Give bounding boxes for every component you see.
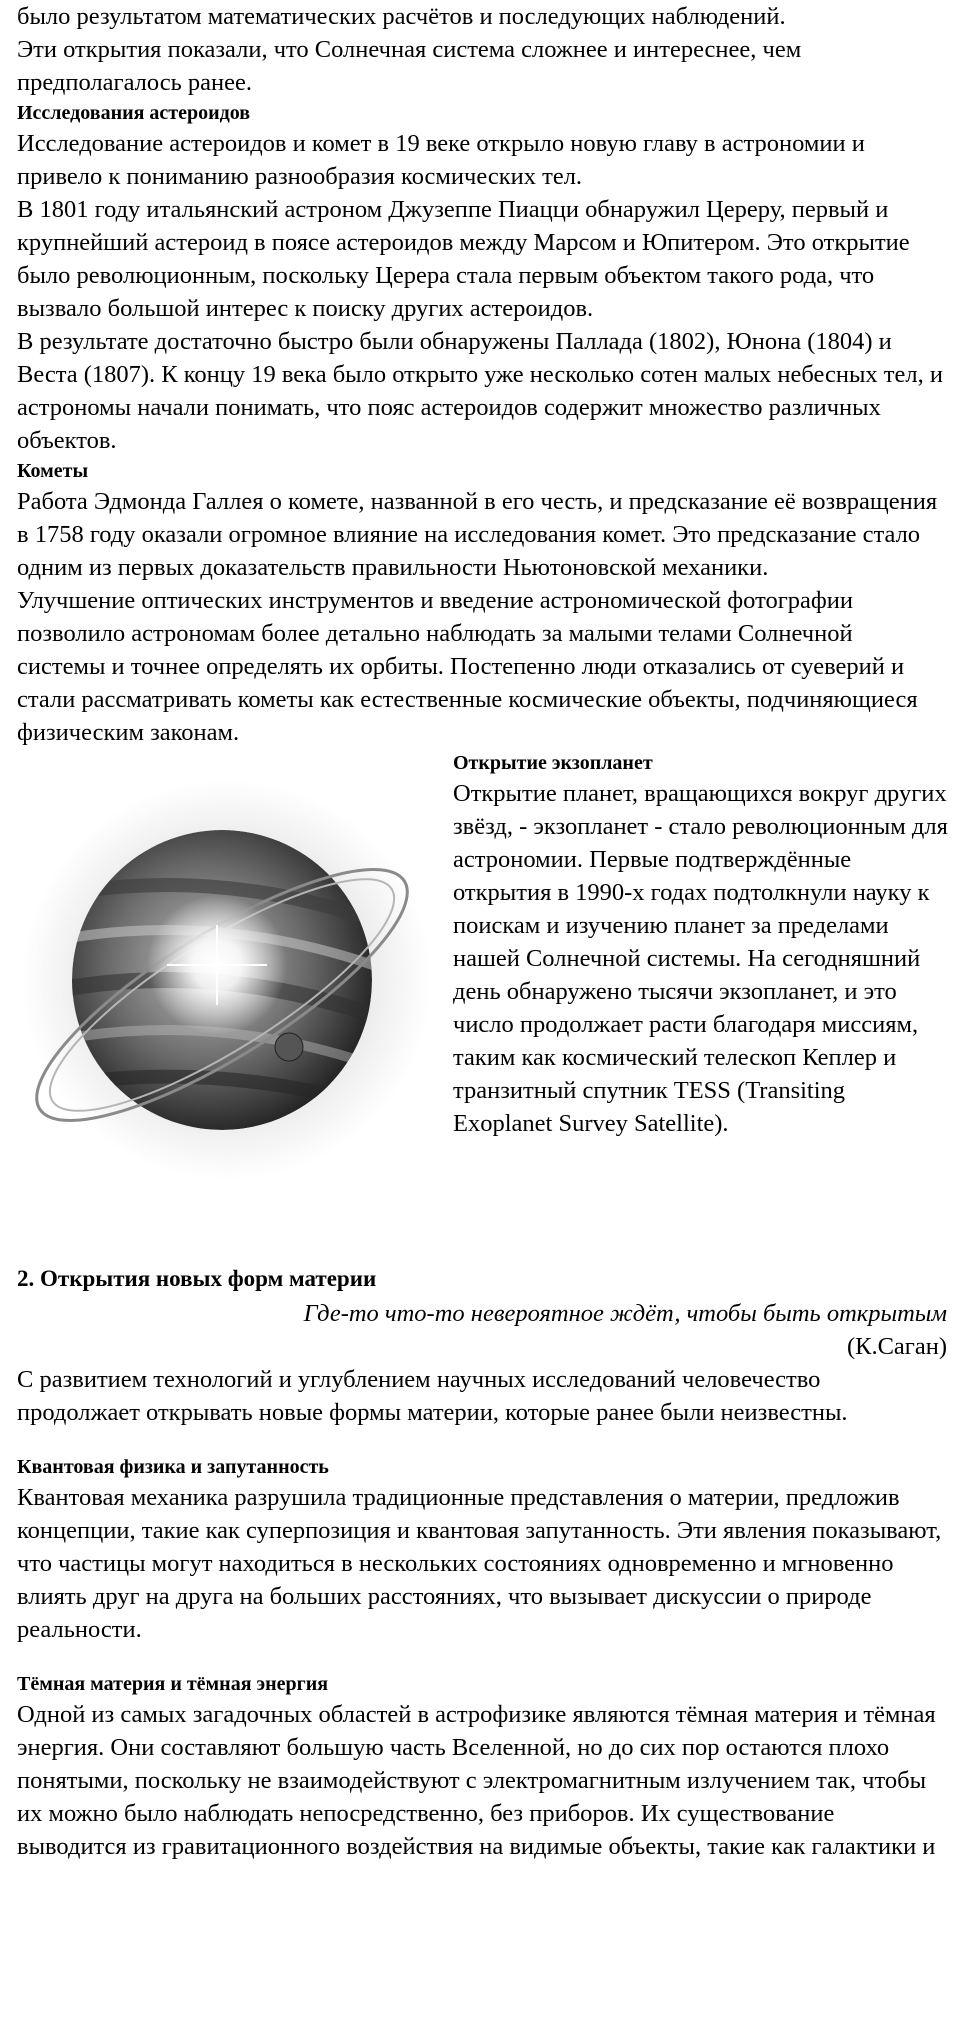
section-2-heading: 2. Открытия новых форм материи <box>17 1266 377 1291</box>
dark-matter-heading: Тёмная материя и тёмная энергия <box>17 1673 329 1695</box>
document-page <box>17 0 947 1863</box>
comets-paragraph-2: Улучшение оптических инструментов и введение астрономической фотографии позволило астрономам более детально наблюдать за малыми телами Солнечной системы и точнее определять их орбиты. Постепенно люди отказались от суеверий и стали рассматривать кометы как естественные космические объекты, подчиняющиеся физическим законам. <box>17 587 918 746</box>
exoplanets-paragraph-1: Открытие планет, вращающихся вокруг других звёзд, - экзопланет - стало революционным для астрономии. Первые подтверждённые открытия в 1990-х годах подтолкнули науку к поискам и изучению планет за пределами нашей Солнечной системы. На сегодняшний день обнаружено тысячи экзопланет, и это число продолжает расти благодаря миссиям, таким как космический телескоп Кеплер и транзитный спутник TESS (Transiting Exoplanet Survey Satellite). <box>453 780 948 1137</box>
exoplanets-text <box>453 749 949 1140</box>
paragraph-spacer <box>17 1429 947 1453</box>
comets-heading: Кометы <box>17 460 89 482</box>
section-2-paragraph-1: С развитием технологий и углублением научных исследований человечество продолжает открывать новые формы материи, которые ранее были неизвестны. <box>17 1366 848 1426</box>
asteroids-heading: Исследования астероидов <box>17 102 251 124</box>
epigraph-quote: Где-то что-то невероятное ждёт, чтобы быть открытым <box>303 1300 947 1327</box>
asteroids-paragraph-3: В результате достаточно быстро были обнаружены Паллада (1802), Юнона (1804) и Веста (1807). К концу 19 века было открыто уже несколько сотен малых небесных тел, и астрономы начали понимать, что пояс астероидов содержит множество различных объектов. <box>17 328 943 454</box>
exoplanets-heading: Открытие экзопланет <box>453 752 653 774</box>
dark-matter-paragraph-1: Одной из самых загадочных областей в астрофизике являются тёмная материя и тёмная энергия. Они составляют большую часть Вселенной, но до сих пор остаются плохо понятыми, поскольку не взаимодействуют с электромагнитным излучением так, чтобы их можно было наблюдать непосредственно, без приборов. Их существование выводится из гравитационного воздействия на видимые объекты, такие как галактики и <box>17 1701 936 1860</box>
quantum-heading: Квантовая физика и запутанность <box>17 1456 329 1478</box>
intro-line-2: Эти открытия показали, что Солнечная система сложнее и интереснее, чем предполагалось ранее. <box>17 36 802 96</box>
asteroids-paragraph-2: В 1801 году итальянский астроном Джузеппе Пиацци обнаружил Цереру, первый и крупнейший астероид в поясе астероидов между Марсом и Юпитером. Это открытие было революционным, поскольку Церера стала первым объектом такого рода, что вызвало большой интерес к поиску других астероидов. <box>17 196 910 322</box>
comets-paragraph-1: Работа Эдмонда Галлея о комете, названной в его честь, и предсказание её возвращения в 1758 году оказали огромное влияние на исследования комет. Это предсказание стало одним из первых доказательств правильности Ньютоновской механики. <box>17 488 938 581</box>
planet-illustration <box>17 775 437 1185</box>
quantum-paragraph-1: Квантовая механика разрушила традиционные представления о материи, предложив концепции, такие как суперпозиция и квантовая запутанность. Эти явления показывают, что частицы могут находиться в нескольких состояниях одновременно и мгновенно влиять друг на друга на больших расстояниях, что вызывает дискуссии о природе реальности. <box>17 1484 942 1643</box>
epigraph-author: (К.Саган) <box>846 1333 947 1360</box>
intro-line-1: было результатом математических расчётов и последующих наблюдений. <box>17 3 786 30</box>
exoplanets-section <box>17 749 947 1199</box>
section-spacer <box>17 1199 947 1261</box>
asteroids-paragraph-1: Исследование астероидов и комет в 19 веке открыло новую главу в астрономии и привело к пониманию разнообразия космических тел. <box>17 130 865 190</box>
paragraph-spacer <box>17 1646 947 1670</box>
